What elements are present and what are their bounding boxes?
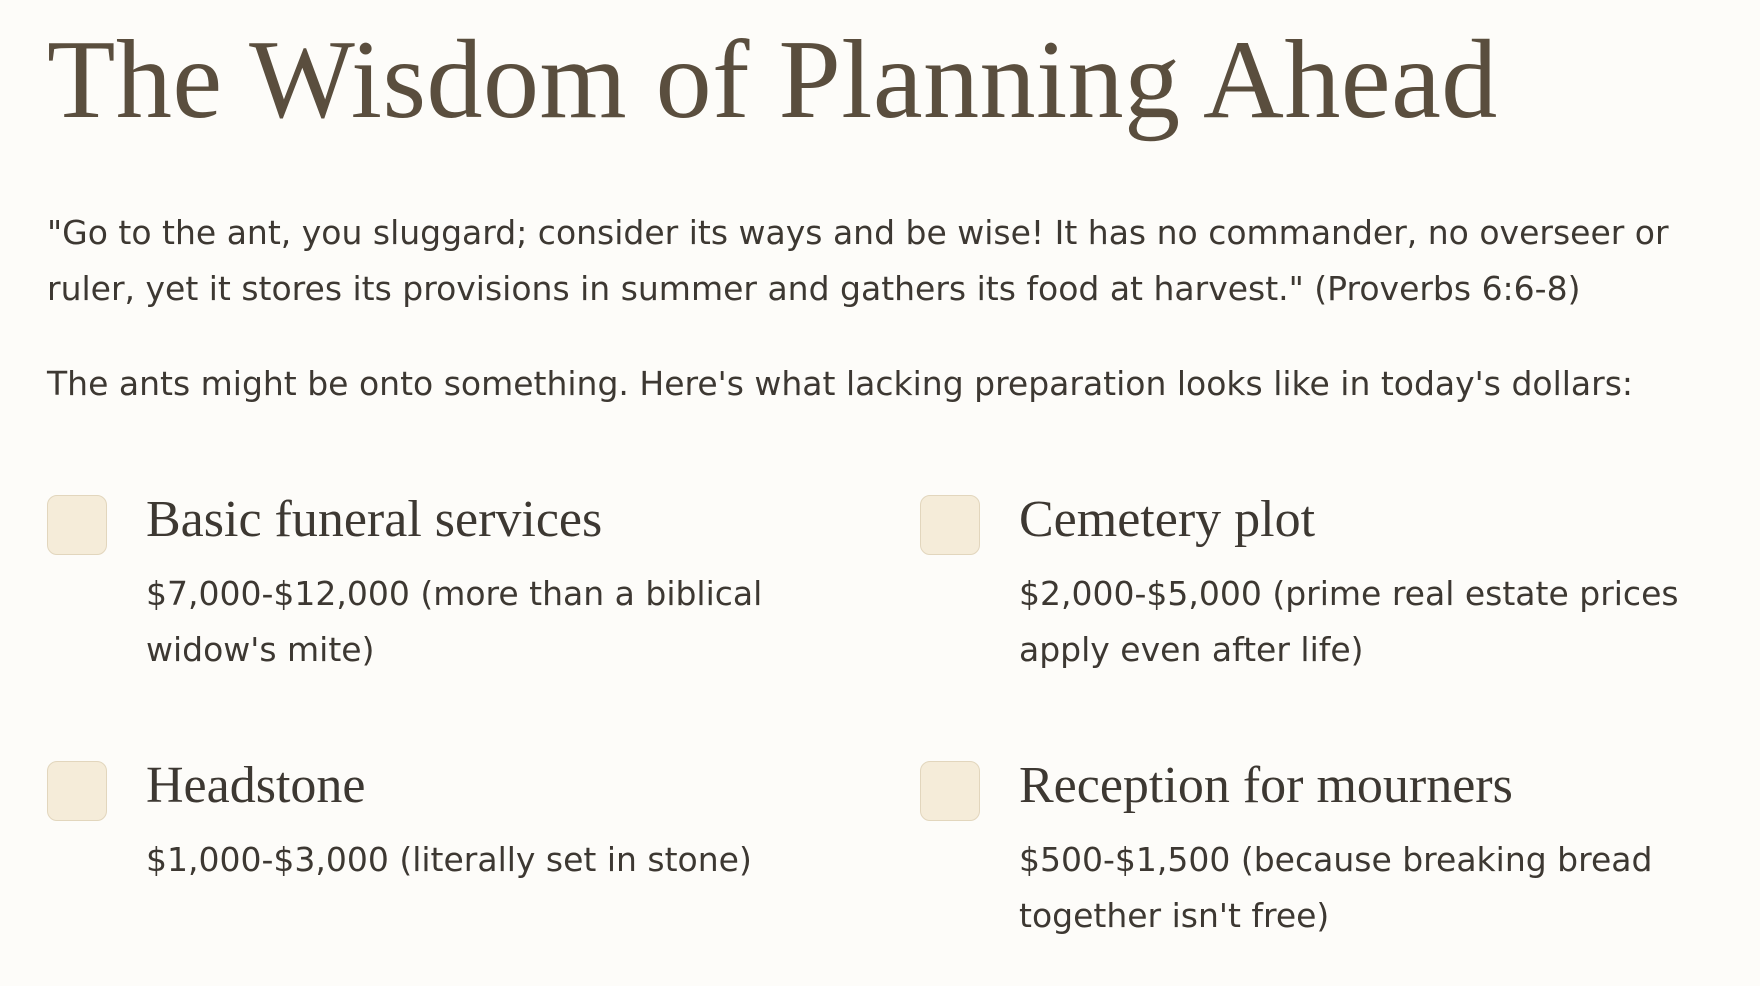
- page-title: The Wisdom of Planning Ahead: [47, 18, 1498, 142]
- checkbox[interactable]: [920, 761, 980, 821]
- item-description: $7,000-$12,000 (more than a biblical widow's mite): [146, 574, 763, 669]
- checkbox[interactable]: [47, 761, 107, 821]
- item-description: $1,000-$3,000 (literally set in stone): [146, 840, 752, 879]
- item-title: Headstone: [146, 757, 366, 814]
- intro-paragraph: The ants might be onto something. Here's what lacking preparation looks like in today's dollars:: [47, 364, 1634, 403]
- item-title: Basic funeral services: [146, 491, 603, 548]
- scripture-quote: "Go to the ant, you sluggard; consider its ways and be wise! It has no commander, no overseer or ruler, yet it stores its provisions in summer and gathers its food at harvest." (Proverbs 6:6-8): [47, 213, 1669, 308]
- item-description: $500-$1,500 (because breaking bread together isn't free): [1019, 840, 1653, 935]
- checkbox[interactable]: [920, 495, 980, 555]
- item-title: Cemetery plot: [1019, 491, 1316, 548]
- item-description: $2,000-$5,000 (prime real estate prices apply even after life): [1019, 574, 1679, 669]
- item-title: Reception for mourners: [1019, 757, 1513, 814]
- checkbox[interactable]: [47, 495, 107, 555]
